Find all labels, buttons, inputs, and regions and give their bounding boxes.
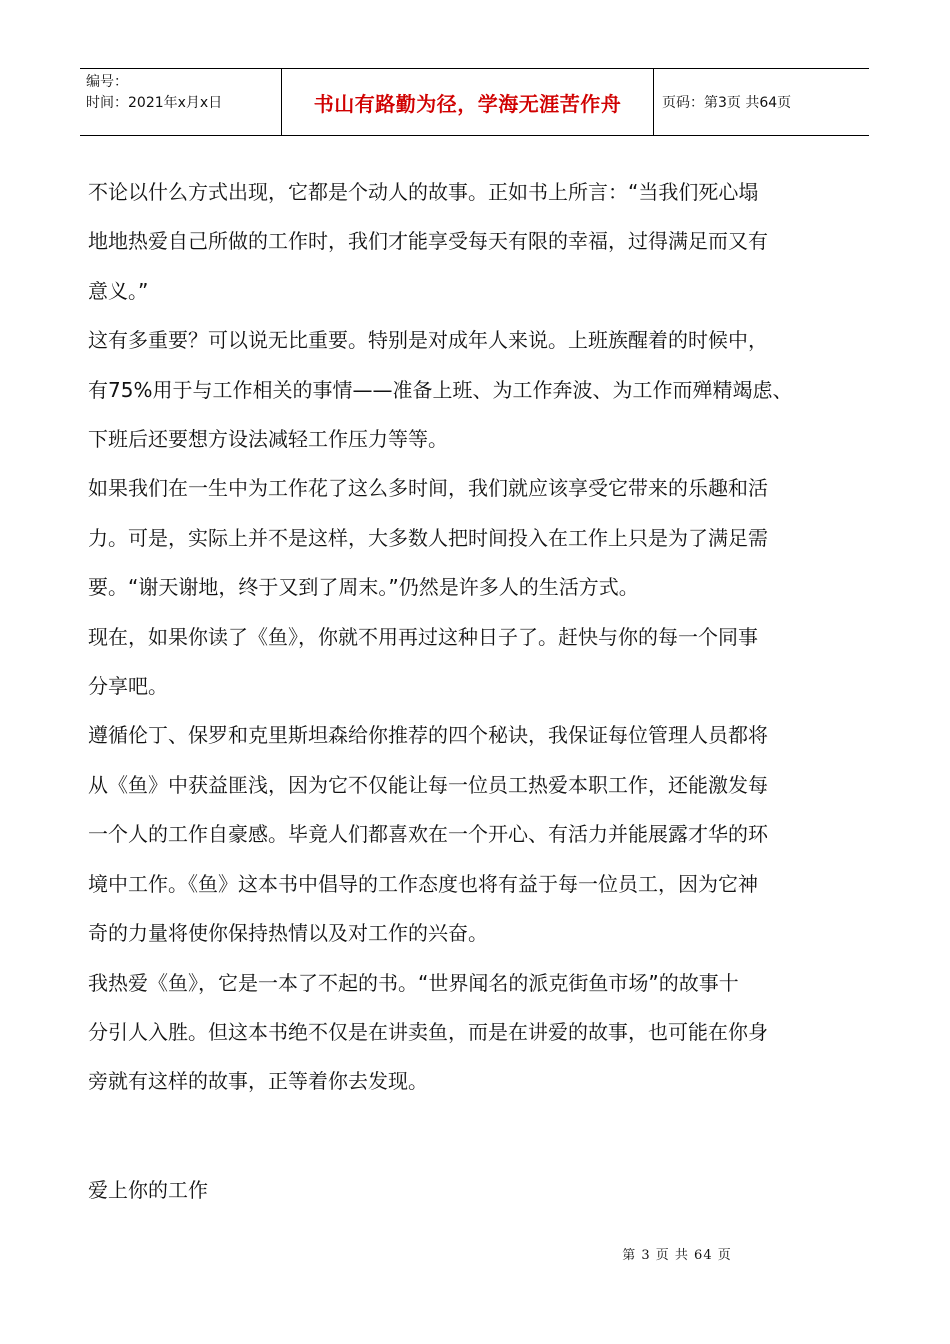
doc-number-label: 编号： <box>86 74 128 90</box>
body-line: 意义。” <box>88 278 149 303</box>
header-motto: 书山有路勤为径，学海无涯苦作舟 <box>281 69 654 135</box>
body-line: 有75%用于与工作相关的事情——准备上班、为工作奔波、为工作而殚精竭虑、 <box>88 377 793 402</box>
page-footer: 第 3 页 共 64 页 <box>622 1248 732 1263</box>
body-line: 境中工作。《鱼》这本书中倡导的工作态度也将有益于每一位员工，因为它神 <box>88 871 758 896</box>
header-page-info: 页码：第3页 共64页 <box>662 95 792 111</box>
body-line: 这有多重要？可以说无比重要。特别是对成年人来说。上班族醒着的时候中， <box>88 328 768 353</box>
doc-date: 时间：2021年x月x日 <box>86 95 223 111</box>
body-line: 分享吧。 <box>88 674 168 699</box>
body-line: 分引人入胜。但这本书绝不仅是在讲卖鱼，而是在讲爱的故事，也可能在你身 <box>88 1019 768 1044</box>
section-title: 爱上你的工作 <box>88 1178 208 1202</box>
body-line: 从《鱼》中获益匪浅，因为它不仅能让每一位员工热爱本职工作，还能激发每 <box>88 772 768 797</box>
body-line: 现在，如果你读了《鱼》，你就不用再过这种日子了。赶快与你的每一个同事 <box>88 624 758 649</box>
body-line: 地地热爱自己所做的工作时，我们才能享受每天有限的幸福，过得满足而又有 <box>88 229 768 254</box>
header-meta <box>80 69 281 135</box>
body-line: 旁就有这样的故事，正等着你去发现。 <box>88 1069 428 1094</box>
page-header <box>80 68 869 136</box>
body-line: 如果我们在一生中为工作花了这么多时间，我们就应该享受它带来的乐趣和活 <box>88 476 768 501</box>
body-line: 不论以什么方式出现，它都是个动人的故事。正如书上所言：“当我们死心塌 <box>88 180 759 204</box>
body-line: 奇的力量将使你保持热情以及对工作的兴奋。 <box>88 921 488 946</box>
body-line: 力。可是，实际上并不是这样，大多数人把时间投入在工作上只是为了满足需 <box>88 525 768 550</box>
body-line: 一个人的工作自豪感。毕竟人们都喜欢在一个开心、有活力并能展露才华的环 <box>88 822 768 847</box>
body-line: 要。“谢天谢地，终于又到了周末。”仍然是许多人的生活方式。 <box>88 575 639 600</box>
body-line: 下班后还要想方设法减轻工作压力等等。 <box>88 427 448 452</box>
body-line: 遵循伦丁、保罗和克里斯坦森给你推荐的四个秘诀，我保证每位管理人员都将 <box>88 723 768 748</box>
document-body <box>88 168 878 1107</box>
body-line: 我热爱《鱼》，它是一本了不起的书。“世界闻名的派克街鱼市场”的故事十 <box>88 970 739 995</box>
